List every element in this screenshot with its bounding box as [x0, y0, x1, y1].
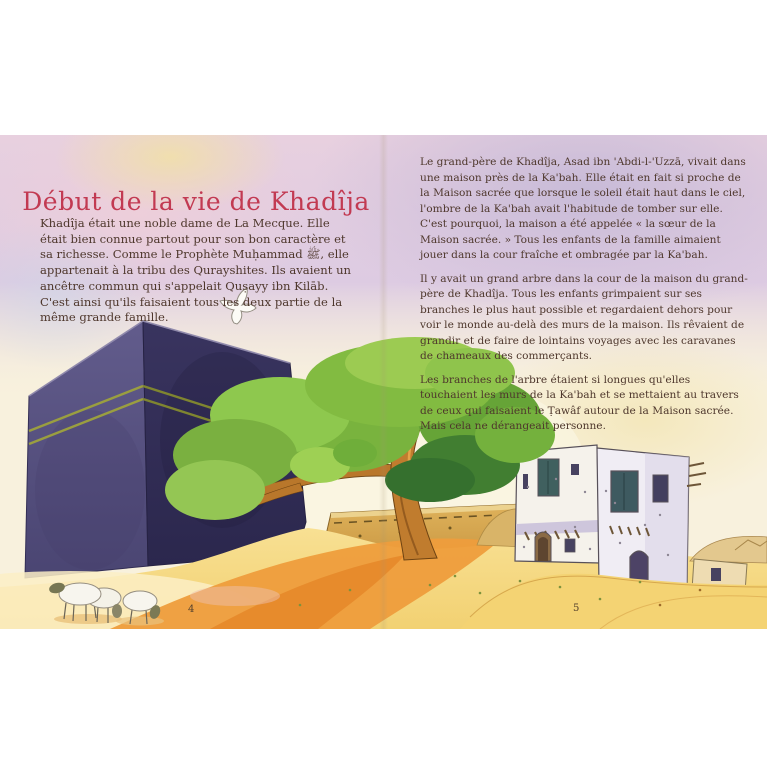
page-number-right: 5: [573, 603, 580, 614]
body-paragraph: Les branches de l'arbre étaient si longues qu'elles touchaient les murs de la Ka'bah et se mettaient au travers de ceux qui faisaient le Ṭawâf autour de la Maison sacrée. Mais cela ne dérangeait personne.: [420, 373, 739, 432]
body-paragraph: Il y avait un grand arbre dans la cour de la maison du grand-père de Khadîja. Tous les enfants grimpaient sur ses branches le plus haut possible et regardaient dehors pour voir le monde au-delà des murs de la maison. Ils rêvaient de grandir et de faire de lointains voyages avec les caravanes de chameaux des commerçants.: [420, 272, 748, 362]
page-number-left: 4: [188, 604, 195, 615]
body-paragraph: Le grand-père de Khadîja, Asad ibn 'Abdi-l-'Uzzā, vivait dans une maison près de la Ka'bah. Elle était en fait si proche de la Maison sacrée que lorsque le soleil était haut dans le ciel, l'ombre de la Ka'bah avait l'habitude de tomber sur elle. C'est pourquoi, la maison a été appelée « la sœur de la Maison sacrée. » Tous les enfants de la famille aimaient jouer dans la cour fraîche et ombragée par la Ka'bah.: [420, 156, 746, 261]
page-fold: [379, 135, 388, 629]
page-title: Début de la vie de Khadîja: [22, 186, 370, 216]
left-page-paragraph: Khadîja était une noble dame de La Mecque. Elle était bien connue partout pour son bon caractère et sa richesse. Comme le Prophète Muḥammad ﷺ, elle appartenait à la tribu des Qurayshites. Ils avaient un ancêtre commun qui s'appelait Quṣayy ibn Kilāb. C'est ainsi qu'ils faisaient tous les deux partie de la même grande famille.: [40, 216, 352, 325]
right-page-text-column: [420, 155, 748, 443]
